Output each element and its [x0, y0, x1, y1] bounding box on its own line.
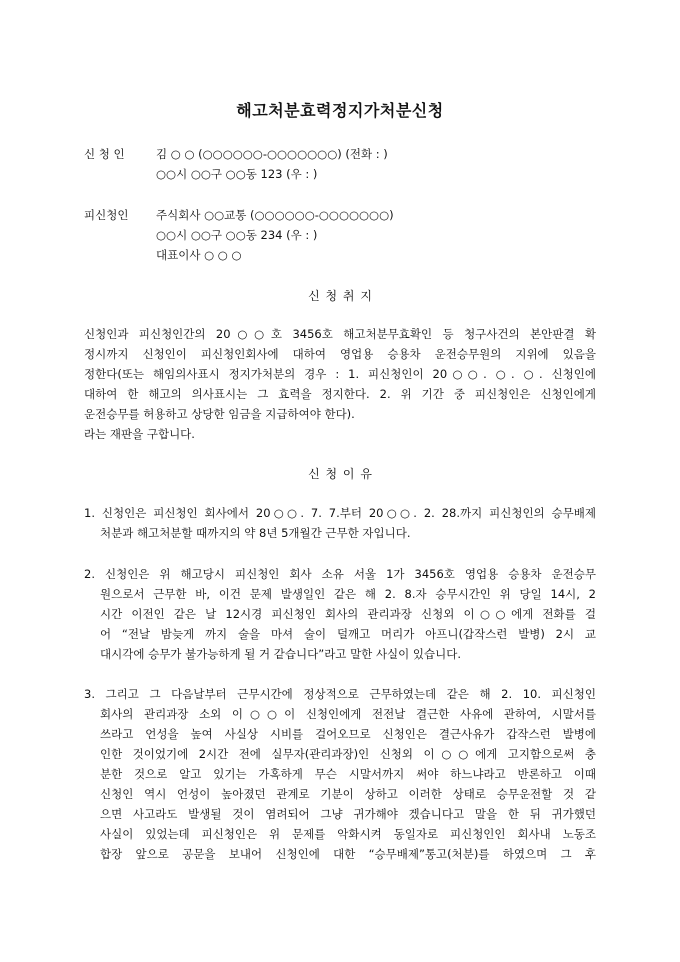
reason-item-3-line: 회사의 관리과장 소외 이○○이 신청인에게 전전날 결근한 사유에 관하여, 시말서를: [100, 707, 596, 721]
reason-item-3-line: 쓰라고 언성을 높여 사실상 시비를 걸어오므로 신청인은 결근사유가 갑작스런 발병에: [100, 727, 596, 741]
reason-item-2-line: 원으로서 근무한 바, 이건 문제 발생일인 같은 해 2. 8.자 승무시간인 위 당일 14시, 2: [100, 587, 596, 601]
reason-item-3-line: 3. 그리고 그 다음날부터 근무시간에 정상적으로 근무하였는데 같은 해 2. 10. 피신청인: [84, 687, 596, 701]
respondent-name-line: 주식회사 ○○교통 (○○○○○○-○○○○○○○): [156, 208, 394, 222]
respondent-address-line: ○○시 ○○구 ○○동 234 (우 : ): [156, 228, 318, 242]
reason-item-2-line: 시간 이전인 같은 날 12시경 피신청인 회사의 관리과장 신청외 이○○에게 전화를 걸: [100, 607, 596, 621]
reason-item-2-line: 대시각에 승무가 불가능하게 될 거 같습니다”라고 말한 사실이 있습니다.: [100, 647, 462, 661]
reasons-heading: 신 청 이 유: [308, 467, 372, 481]
reason-item-1-line: 처분과 해고처분할 때까지의 약 8년 5개월간 근무한 자입니다.: [100, 526, 411, 540]
applicant-address-line: ○○시 ○○구 ○○동 123 (우 : ): [156, 167, 318, 181]
reason-item-2-line: 어 “전날 밤늦게 까지 술을 마셔 술이 덜깨고 머리가 아프니(갑작스런 발병) 2시 교: [100, 627, 596, 641]
purpose-heading: 신 청 취 지: [308, 289, 372, 303]
purpose-line: 정한다(또는 해임의사표시 정지가처분의 경우 : 1. 피신청인이 20○○. ○. ○. 신청인에: [84, 367, 596, 381]
reason-item-3-line: 으면 사고라도 발생될 것이 염려되어 그냥 귀가해야 겠습니다고 말을 한 뒤 귀가했던: [100, 807, 596, 821]
reason-item-2-line: 2. 신청인은 위 해고당시 피신청인 회사 소유 서울 1가 3456호 영업용 승용차 운전승무: [84, 567, 596, 581]
purpose-line: 대하여 한 해고의 의사표시는 그 효력을 정지한다. 2. 위 기간 중 피신청인은 신청인에게: [84, 387, 596, 401]
document-title: 해고처분효력정지가처분신청: [236, 101, 444, 120]
reason-item-3-line: 분한 것으로 알고 있기는 가혹하게 무슨 시말서까지 써야 하느냐라고 반론하고 이때: [100, 767, 596, 781]
reason-item-3-line: 신청인 역시 언성이 높아졌던 관계로 기분이 상하고 이러한 상태로 승무운전할 것 같: [100, 787, 596, 801]
purpose-line: 신청인과 피신청인간의 20○○호 3456호 해고처분무효확인 등 청구사건의 본안판결 확: [84, 327, 596, 341]
reason-item-3-line: 인한 것이었기에 2시간 전에 실무자(관리과장)인 신청외 이○○에게 고지함으로써 충: [100, 747, 596, 761]
purpose-line: 운전승무를 허용하고 상당한 임금을 지급하여야 한다).: [84, 407, 355, 421]
purpose-line: 정시까지 신청인이 피신청인회사에 대하여 영업용 승용차 운전승무원의 지위에 있음을: [84, 347, 596, 361]
reason-item-3-line: 사실이 있었는데 피신청인은 위 문제를 악화시켜 동일자로 피신청인인 회사내 노동조: [100, 827, 596, 841]
reason-item-3-line: 합장 앞으로 공문을 보내어 신청인에 대한 “승무배제”통고(처분)를 하였으며 그 후: [100, 847, 596, 861]
purpose-line: 라는 재판을 구합니다.: [84, 427, 195, 441]
respondent-label: 피신청인: [84, 208, 129, 222]
respondent-representative-line: 대표이사 ○ ○ ○: [156, 248, 242, 262]
reason-item-1-line: 1. 신청인은 피신청인 회사에서 20○○. 7. 7.부터 20○○. 2. 28.까지 피신청인의 승무배제: [84, 506, 596, 520]
applicant-label: 신 청 인: [84, 147, 125, 161]
applicant-name-line: 김 ○ ○ (○○○○○○-○○○○○○○) (전화 : ): [156, 147, 388, 161]
